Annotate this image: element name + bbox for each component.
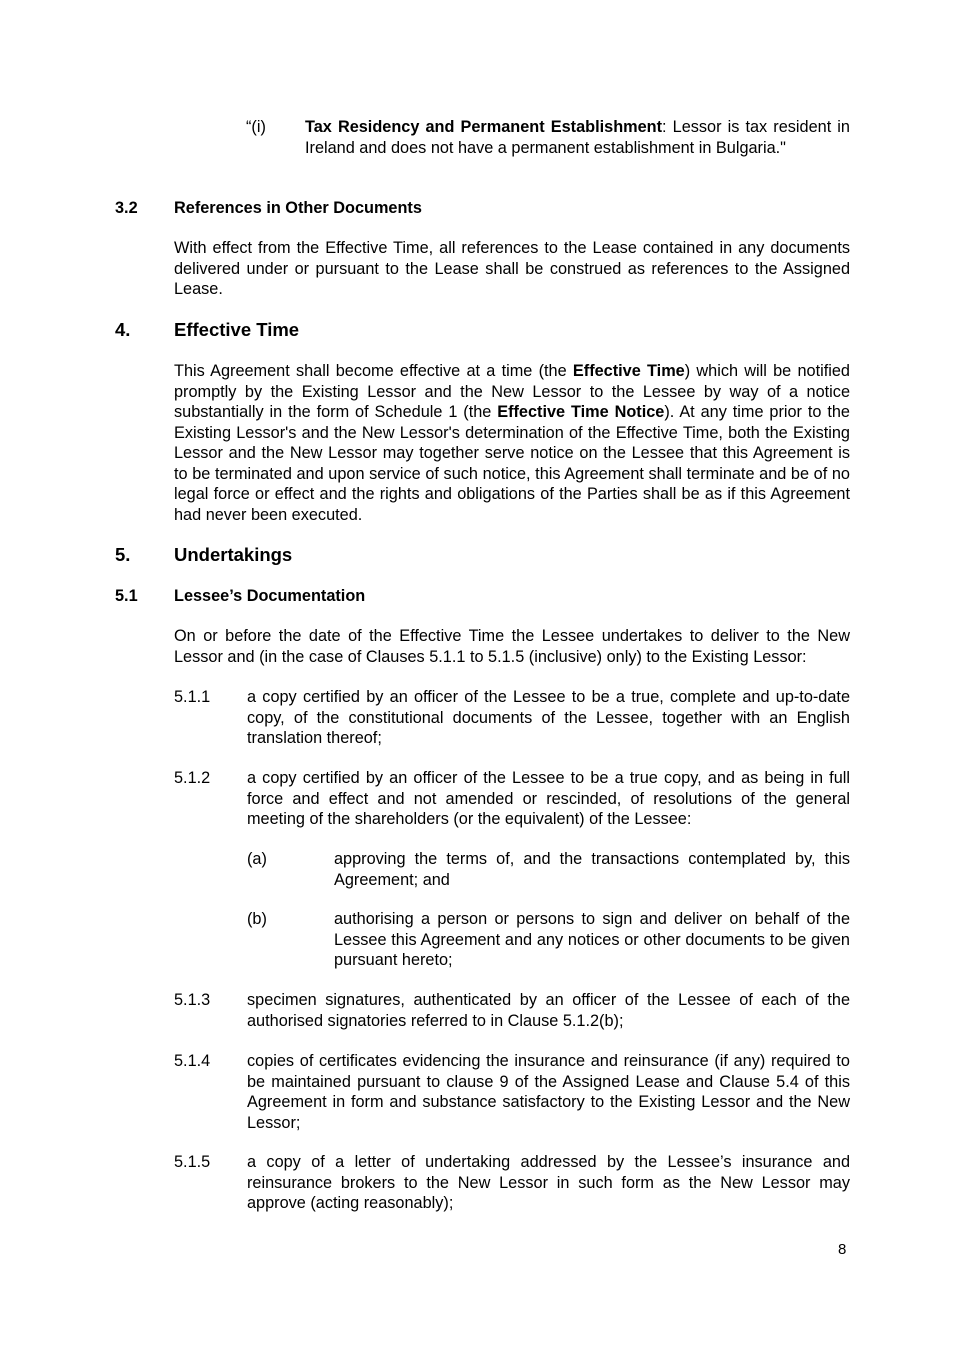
section-4-title: Effective Time (174, 319, 300, 340)
section-4-text-3: ). At any time prior to the Existing Lessor's and the New Lessor's determination of the Effective Time, both the Existing Lessor and the New Lessor may together serve notice on the Lessee that this Agreement is to be terminated and upon service of such notice, this Agreement shall terminate and be of no legal force or effect and the rights and obligations of the Parties shall be as if this Agreement had never been executed. (174, 403, 850, 524)
section-5-title: Undertakings (174, 544, 293, 565)
section-5-1-number: 5.1 (115, 587, 138, 605)
item-i-title: Tax Residency and Permanent Establishment (305, 118, 663, 136)
section-3-2-number: 3.2 (115, 199, 138, 217)
effective-time-term: Effective Time (572, 362, 685, 380)
section-4-text-2: ) which will be notified promptly by the Existing Lessor and the New Lessor to the Lessee by way of a notice substantially in the form of Schedule 1 (the (174, 362, 850, 421)
clause-5-1-2-b-number: (b) (247, 910, 267, 928)
item-i-number: “(i) (246, 118, 266, 136)
page-number: 8 (838, 1241, 847, 1258)
section-4-body (174, 361, 850, 525)
section-4-number: 4. (115, 319, 131, 340)
clause-5-1-2-number: 5.1.2 (174, 769, 211, 787)
section-5-1-title: Lessee’s Documentation (174, 587, 366, 605)
item-i-paragraph (305, 117, 850, 158)
section-5-number: 5. (115, 544, 131, 565)
clause-5-1-2-a-text: approving the terms of, and the transactions contemplated by, this Agreement; and (334, 850, 850, 889)
clause-5-1-3-number: 5.1.3 (174, 991, 211, 1009)
clause-5-1-2-a-number: (a) (247, 850, 267, 868)
clause-5-1-2-b-text: authorising a person or persons to sign and deliver on behalf of the Lessee this Agreement and any notices or other documents to be given pursuant hereto; (334, 910, 850, 969)
section-5-1-body: On or before the date of the Effective Time the Lessee undertakes to deliver to the New Lessor and (in the case of Clauses 5.1.1 to 5.1.5 (inclusive) only) to the Existing Lessor: (174, 627, 850, 666)
clause-5-1-2-text: a copy certified by an officer of the Lessee to be a true copy, and as being in full force and effect and not amended or rescinded, of resolutions of the general meeting of the shareholders (or the equivalent) of the Lessee: (247, 769, 850, 828)
clause-5-1-4-text: copies of certificates evidencing the insurance and reinsurance (if any) required to be maintained pursuant to clause 9 of the Assigned Lease and Clause 5.4 of this Agreement in form and substance satisfactory to the Existing Lessor and the New Lessor; (247, 1052, 850, 1132)
clause-5-1-1-number: 5.1.1 (174, 688, 211, 706)
section-4-text-1: This Agreement shall become effective at a time (the (174, 362, 573, 380)
section-3-2-title: References in Other Documents (174, 199, 422, 217)
clause-5-1-4-number: 5.1.4 (174, 1052, 211, 1070)
effective-time-notice-term: Effective Time Notice (497, 403, 665, 421)
item-i-text: : Lessor is tax resident in Ireland and does not have a permanent establishment in Bulgaria." (305, 118, 850, 157)
section-3-2-body: With effect from the Effective Time, all references to the Lease contained in any documents delivered under or pursuant to the Lease shall be construed as references to the Assigned Lease. (174, 239, 850, 298)
clause-5-1-5-text: a copy of a letter of undertaking addressed by the Lessee’s insurance and reinsurance brokers to the New Lessor in such form as the New Lessor may approve (acting reasonably); (247, 1153, 850, 1212)
clause-5-1-3-text: specimen signatures, authenticated by an officer of the Lessee of each of the authorised signatories referred to in Clause 5.1.2(b); (247, 991, 850, 1030)
clause-5-1-1-text: a copy certified by an officer of the Lessee to be a true, complete and up-to-date copy, of the constitutional documents of the Lessee, together with an English translation thereof; (247, 688, 850, 747)
clause-5-1-5-number: 5.1.5 (174, 1153, 211, 1171)
